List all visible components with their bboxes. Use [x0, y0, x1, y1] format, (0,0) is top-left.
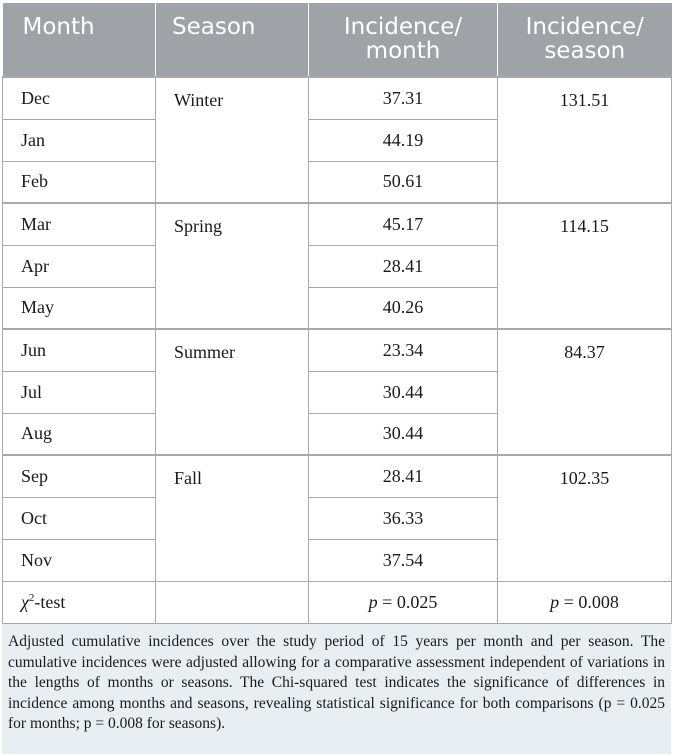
header-month: Month [3, 3, 156, 77]
incidence-month-cell: 44.19 [309, 119, 498, 161]
chi-squared-test-row [3, 581, 672, 623]
incidence-month-cell: 30.44 [309, 413, 498, 455]
month-cell: Oct [3, 497, 156, 539]
month-cell: Jul [3, 371, 156, 413]
month-cell: Nov [3, 539, 156, 581]
incidence-month-cell: 37.31 [309, 77, 498, 119]
test-label-cell: $\chi^2$-test [3, 581, 156, 623]
header-season: Season [156, 3, 309, 77]
table-row [3, 329, 672, 371]
incidence-month-cell: 40.26 [309, 287, 498, 329]
incidence-month-cell: 23.34 [309, 329, 498, 371]
table-row [3, 77, 672, 119]
month-cell: Mar [3, 203, 156, 245]
test-empty-cell [156, 581, 309, 623]
incidence-season-cell: 114.15 [498, 203, 672, 329]
incidence-table [2, 3, 672, 624]
season-p-value-cell: p = 0.008 [498, 581, 672, 623]
header-incidence-month: Incidence/ month [309, 3, 498, 77]
incidence-month-cell: 30.44 [309, 371, 498, 413]
incidence-month-cell: 50.61 [309, 161, 498, 203]
header-row [3, 3, 672, 77]
month-cell: Dec [3, 77, 156, 119]
incidence-month-cell: 36.33 [309, 497, 498, 539]
incidence-season-cell: 102.35 [498, 455, 672, 581]
month-cell: Jun [3, 329, 156, 371]
season-cell: Spring [156, 203, 309, 329]
month-p-value-cell: p = 0.025 [309, 581, 498, 623]
table-row [3, 455, 672, 497]
incidence-season-cell: 131.51 [498, 77, 672, 203]
month-cell: Apr [3, 245, 156, 287]
table-row [3, 203, 672, 245]
month-cell: May [3, 287, 156, 329]
header-incidence-season: Incidence/ season [498, 3, 672, 77]
month-cell: Sep [3, 455, 156, 497]
month-cell: Feb [3, 161, 156, 203]
incidence-month-cell: 45.17 [309, 203, 498, 245]
incidence-month-cell: 37.54 [309, 539, 498, 581]
table-caption: Adjusted cumulative incidences over the study period of 15 years per month and per season. The cumulative incidences were adjusted allowing for a comparative assessment independent of variations in the lengths of months or seasons. The Chi-squared test indicates the significance of differences in incidence among months and seasons, revealing statistical significance for both comparisons (p = 0.025 for months; p = 0.008 for seasons). [2, 624, 671, 754]
season-cell: Fall [156, 455, 309, 581]
season-cell: Winter [156, 77, 309, 203]
incidence-month-cell: 28.41 [309, 455, 498, 497]
month-cell: Jan [3, 119, 156, 161]
incidence-month-cell: 28.41 [309, 245, 498, 287]
season-cell: Summer [156, 329, 309, 455]
month-cell: Aug [3, 413, 156, 455]
incidence-season-cell: 84.37 [498, 329, 672, 455]
